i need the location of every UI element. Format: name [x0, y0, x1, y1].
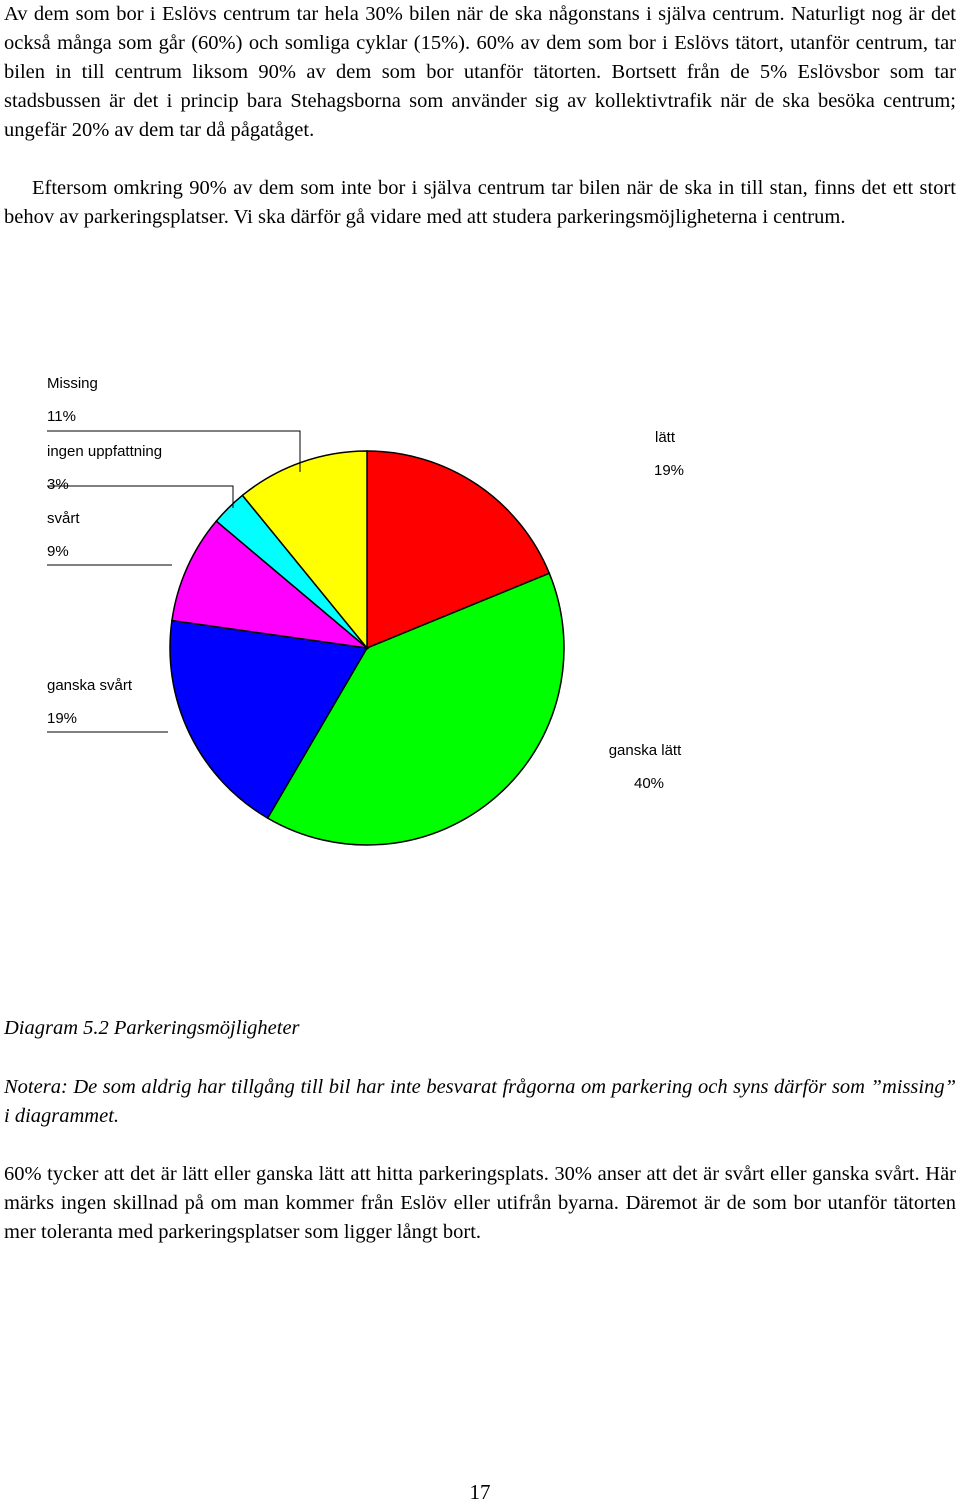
- slice-pct-0: 19%: [653, 462, 685, 479]
- slice-pct-2: 19%: [47, 710, 78, 727]
- slice-label-2: ganska svårt: [47, 677, 133, 694]
- page-number: 17: [469, 1480, 491, 1504]
- slice-label-5: Missing: [47, 375, 98, 392]
- leader-line-4: [47, 486, 233, 508]
- slice-pct-4: 3%: [47, 476, 69, 493]
- slice-label-3: svårt: [47, 510, 80, 527]
- intro-paragraph-2: Eftersom omkring 90% av dem som inte bor i själva centrum tar bilen när de ska in till stan, finns det ett stort behov av parkeringsplatser. Vi ska därför gå vidare med att studera parkeringsmöjligheterna i centrum.: [4, 177, 956, 228]
- pie-chart: [0, 360, 960, 860]
- conclusion-paragraph: 60% tycker att det är lätt eller ganska lätt att hitta parkeringsplats. 30% anser att det är svårt eller ganska svårt. Här märks ingen skillnad på om man kommer från Eslöv eller utifrån byarna. Däremot är de som bor utanför tätorten mer toleranta med parkeringsplatser som ligger långt bort.: [4, 1163, 956, 1243]
- diagram-caption: Diagram 5.2 Parkeringsmöjligheter: [4, 1017, 300, 1039]
- slice-label-4: ingen uppfattning: [47, 443, 163, 460]
- intro-paragraph-1: Av dem som bor i Eslövs centrum tar hela 30% bilen när de ska någonstans i själva centrum. Naturligt nog är det också många som går (60%) och somliga cyklar (15%). 60% av dem som bor i Eslövs tätort, utanför centrum, tar bilen in till centrum liksom 90% av dem som bor utanför tätorten. Bortsett från de 5% Eslövsbor som tar stadsbussen är det i princip bara Stehagsborna som använder sig av kollektivtrafik när de ska besöka centrum; ungefär 20% av dem tar då pågatåget.: [4, 3, 956, 141]
- slice-pct-5: 11%: [47, 408, 76, 425]
- slice-label-1: ganska lätt: [608, 742, 682, 759]
- slice-pct-1: 40%: [633, 775, 665, 792]
- diagram-note: Notera: De som aldrig har tillgång till bil har inte besvarat frågorna om parkering och syns därför som ”missing” i diagrammet.: [4, 1076, 956, 1127]
- pie-slices: [170, 451, 564, 845]
- slice-pct-3: 9%: [47, 543, 69, 560]
- slice-label-0: lätt: [654, 429, 676, 446]
